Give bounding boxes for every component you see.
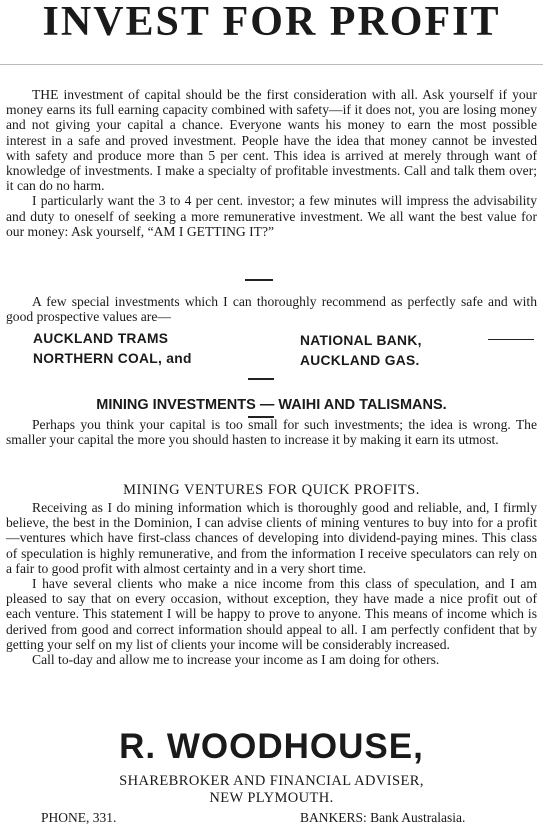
divider-dash [245, 279, 273, 281]
investment-auckland-trams: AUCKLAND TRAMS [33, 331, 169, 346]
signature-name: R. WOODHOUSE, [119, 727, 424, 766]
bankers: BANKERS: Bank Australasia. [300, 810, 466, 825]
headline: INVEST FOR PROFIT [42, 0, 501, 45]
intro-paragraph-2: I particularly want the 3 to 4 per cent. investor; a few minutes will impress the advisability and duty to oneself of seeking a more remunerative investment. We all want the best value for our money: Ask yourself, “AM I GETTING IT?” [6, 193, 537, 239]
investment-national-bank: NATIONAL BANK, [300, 333, 422, 348]
investment-northern-coal: NORTHERN COAL, and [33, 351, 192, 366]
small-capital-section [6, 417, 537, 447]
phone-number: PHONE, 331. [41, 810, 117, 825]
special-intro [6, 294, 537, 324]
header-rule [0, 64, 543, 65]
signature-city: NEW PLYMOUTH. [209, 790, 334, 806]
intro-section [6, 87, 537, 239]
divider-dash-right [488, 339, 534, 340]
ventures-paragraph-2: I have several clients who make a nice income from this class of speculation, and I am pleased to say that on every occasion, without exception, they have made a nice profit out of each venture. This statement I will be happy to prove to anyone. This means of income which is derived from good and correct information should appeal to all. I am perfectly confident that by getting your self on my list of clients your income will be considerably increased. [6, 576, 537, 652]
ventures-section [6, 500, 537, 667]
investment-auckland-gas: AUCKLAND GAS. [300, 353, 420, 368]
intro-paragraph-1: THE investment of capital should be the first consideration with all. Ask yourself if your money earns its full earning capacity combined with safety—if it does not, you are losing money and not giving your capital a chance. Everyone wants his money to earn the most possible interest in a safe and proved investment. People have the idea that money cannot be invested with safety and produce more than 5 per cent. This idea is arrived at merely through want of knowledge of investments. I make a specialty of profitable investments. Call and talk them over; it can do no harm. [6, 87, 537, 194]
ventures-heading: MINING VENTURES FOR QUICK PROFITS. [123, 482, 420, 498]
mining-investments-heading: MINING INVESTMENTS — WAIHI AND TALISMANS. [96, 397, 447, 413]
ventures-paragraph-3: Call to-day and allow me to increase your income as I am doing for others. [32, 652, 440, 668]
divider-dash [248, 378, 274, 380]
special-intro-text: A few special investments which I can thoroughly recommend as perfectly safe and with good prospective values are— [6, 294, 537, 325]
small-capital-paragraph: Perhaps you think your capital is too small for such investments; the idea is wrong. The smaller your capital the more you should hasten to increase it by making it earn its utmost. [6, 417, 537, 448]
ventures-paragraph-1: Receiving as I do mining information which is thoroughly good and reliable, and, I firmly believe, the best in the Dominion, I can advise clients of mining ventures to buy into for a profit—ventures which have first-class chances of developing into dividend-paying mines. This class of speculation is highly remunerative, and from the information I receive speculators can rely on a fair to good profit with almost certainty and in a very short time. [6, 500, 537, 576]
signature-title: SHAREBROKER AND FINANCIAL ADVISER, [119, 773, 424, 789]
